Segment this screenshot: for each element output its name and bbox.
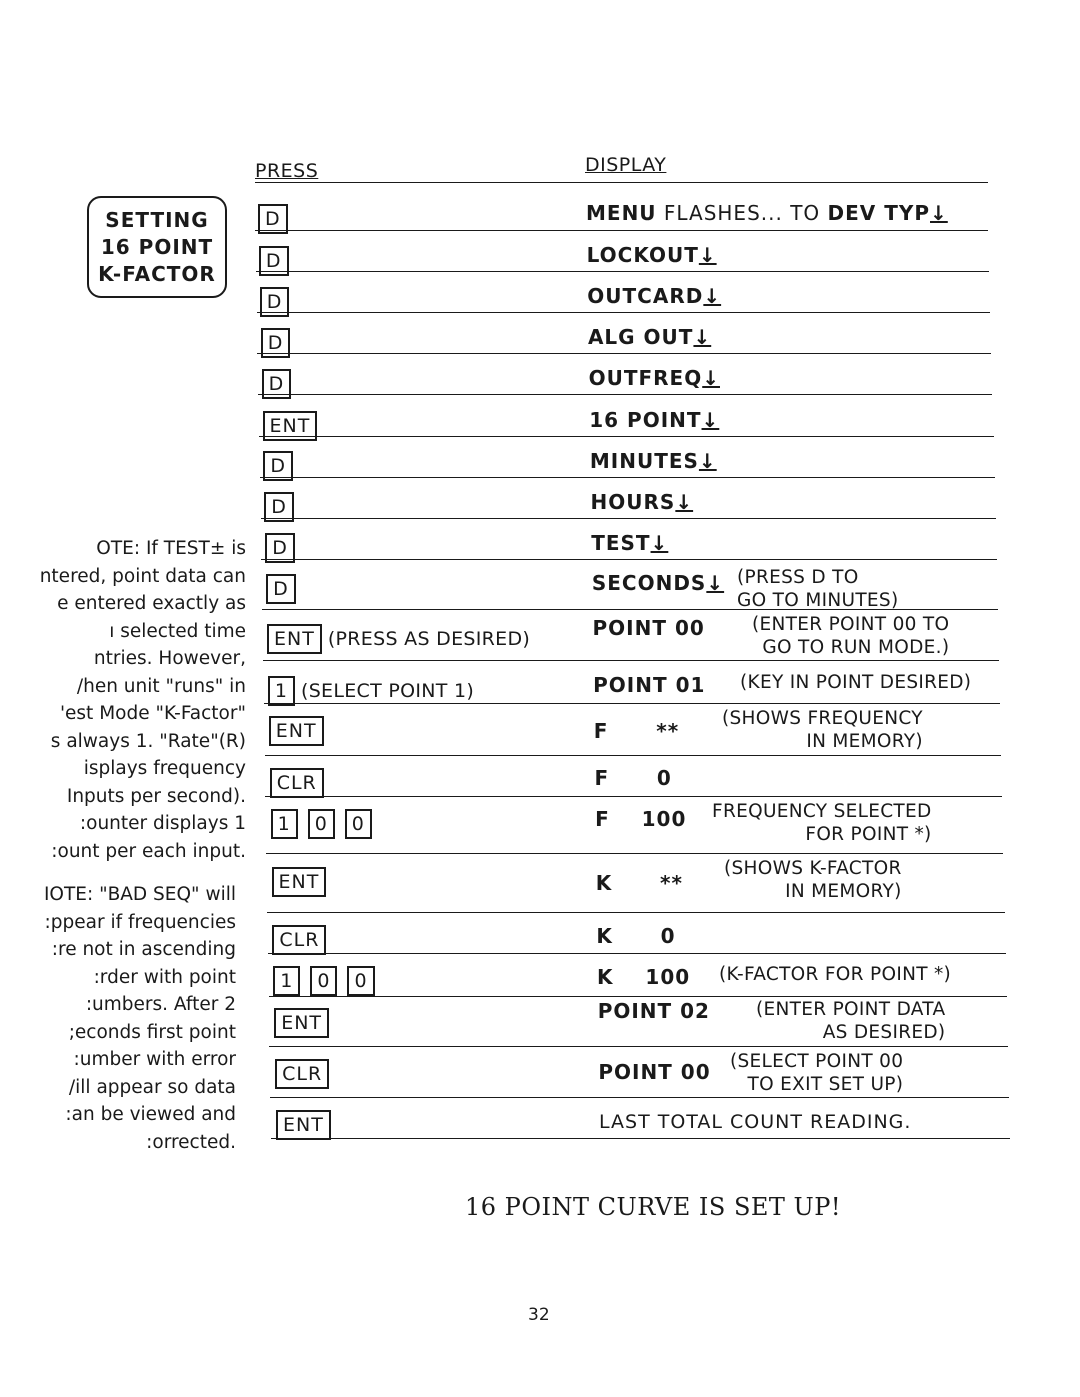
comment-line: (SHOWS FREQUENCY: [722, 708, 923, 729]
row-rule: [257, 353, 991, 354]
key-d: D: [262, 369, 292, 399]
row-rule: [263, 660, 999, 661]
display-value: K **: [595, 871, 683, 895]
display-text: [587, 284, 721, 308]
display-text: [597, 965, 690, 989]
display-text: [599, 1109, 911, 1133]
row-rule: [261, 559, 996, 560]
press-instruction: (SELECT POINT 1): [300, 680, 475, 702]
display-value: POINT 01: [593, 673, 706, 697]
display-text: [590, 449, 717, 473]
display-text: [594, 719, 679, 743]
row-rule: [271, 1138, 1010, 1139]
display-comment: [740, 671, 971, 694]
down-arrow-icon: ↓: [675, 490, 694, 514]
display-value: OUTCARD: [587, 284, 704, 308]
row-rule: [264, 703, 1000, 704]
display-text: [598, 1060, 710, 1084]
display-text: [593, 616, 705, 640]
key-clr: CLR: [275, 1059, 329, 1089]
display-comment: [756, 998, 945, 1044]
key-1: 1: [271, 809, 298, 839]
display-value: ALG OUT: [587, 325, 694, 349]
display-tail: DEV TYP: [827, 201, 931, 225]
row-rule: [267, 912, 1005, 913]
display-value: K 100: [597, 965, 691, 989]
comment-line: (ENTER POINT 00 TO: [752, 614, 950, 635]
press-cell: [268, 676, 474, 706]
press-cell: [274, 1008, 343, 1038]
row-rule: [268, 953, 1006, 954]
key-d: D: [266, 574, 296, 604]
key-clr: CLR: [270, 768, 324, 798]
press-cell: [271, 809, 382, 839]
display-text: [592, 571, 724, 595]
press-cell: [273, 966, 384, 996]
key-ent: ENT: [269, 716, 324, 746]
key-ent: ENT: [272, 867, 327, 897]
row-rule: [265, 796, 1002, 797]
display-value: OUTFREQ: [588, 366, 703, 390]
page-number: 32: [528, 1305, 550, 1325]
press-cell: [275, 1059, 343, 1089]
down-arrow-icon: ↓: [698, 243, 717, 267]
display-value: POINT 02: [597, 999, 710, 1023]
down-arrow-icon: ↓: [706, 571, 725, 595]
press-cell: [276, 1110, 345, 1140]
comment-line: FOR POINT *): [805, 824, 932, 845]
side-note-bad-seq: IOTE: "BAD SEQ" will :ppear if frequencies :re not in ascending :rder with point :umbers. After 2 ;econds first point :umber with error /ill appear so data :an be viewed and :orrected.: [43, 884, 236, 1153]
down-arrow-icon: ↓: [701, 408, 720, 432]
display-value: F **: [593, 719, 680, 743]
completion-title: 16 POINT CURVE IS SET UP!: [465, 1193, 842, 1221]
display-value: LOCKOUT: [586, 243, 699, 267]
down-arrow-icon: ↓: [703, 284, 722, 308]
comment-line: AS DESIRED): [822, 1022, 946, 1043]
row-rule: [258, 394, 992, 395]
display-text: [598, 999, 710, 1023]
display-extra: FLASHES... TO: [656, 201, 828, 225]
press-cell: [272, 867, 341, 897]
comment-line: TO EXIT SET UP): [747, 1074, 904, 1095]
key-d: D: [263, 451, 293, 481]
row-rule: [257, 312, 991, 313]
key-0: 0: [308, 809, 335, 839]
display-value: HOURS: [590, 490, 676, 514]
header-rule: [255, 182, 988, 183]
display-text: [596, 871, 683, 895]
display-text: [591, 490, 694, 514]
comment-line: (SELECT POINT 00: [730, 1051, 904, 1072]
key-ent: ENT: [276, 1110, 331, 1140]
setting-box: [87, 196, 227, 298]
row-rule: [259, 436, 994, 437]
row-rule: [266, 853, 1003, 854]
key-d: D: [259, 246, 289, 276]
display-value: F 0: [594, 766, 672, 790]
comment-line: IN MEMORY): [806, 731, 923, 752]
key-0: 0: [347, 966, 374, 996]
comment-line: (SHOWS K-FACTOR: [724, 858, 902, 879]
display-text: [595, 807, 686, 831]
key-0: 0: [310, 966, 337, 996]
comment-line: (KEY IN POINT DESIRED): [740, 672, 972, 693]
display-comment: [730, 1050, 903, 1096]
display-text: [586, 201, 948, 225]
display-value: LAST TOTAL COUNT READING.: [599, 1111, 912, 1133]
comment-line: (ENTER POINT DATA: [756, 999, 946, 1020]
key-ent: ENT: [274, 1008, 329, 1038]
key-0: 0: [345, 809, 372, 839]
press-instruction: (PRESS AS DESIRED): [327, 628, 531, 650]
press-cell: [270, 768, 338, 798]
row-rule: [265, 755, 1002, 756]
setting-line-3: K-FACTOR: [98, 262, 216, 286]
display-comment: [712, 800, 932, 846]
display-text: [593, 673, 705, 697]
row-rule: [260, 477, 995, 478]
display-comment: [724, 857, 902, 903]
display-comment: [722, 707, 923, 753]
comment-line: (PRESS D TO: [737, 567, 859, 588]
setting-line-2: 16 POINT: [100, 235, 214, 259]
down-arrow-icon: ↓: [693, 325, 712, 349]
row-rule: [261, 518, 996, 519]
row-rule: [269, 996, 1007, 997]
display-comment: [719, 963, 951, 986]
comment-line: (K-FACTOR FOR POINT *): [719, 964, 952, 985]
key-ent: ENT: [263, 411, 318, 441]
display-text: [594, 766, 671, 790]
key-1: 1: [268, 676, 295, 706]
display-value: TEST: [591, 531, 651, 555]
key-d: D: [261, 328, 291, 358]
side-note-test: OTE: If TEST± is ntered, point data can e entered exactly as ı selected time ntries. However, /hen unit "runs" in 'est Mode "K-Factor" s always 1. "Rate"(R) isplays frequency Inputs per second). :ounter displays 1 :ount per each input.: [39, 538, 246, 862]
display-value: 16 POINT: [589, 408, 702, 432]
display-text: [596, 924, 675, 948]
comment-line: GO TO MINUTES): [737, 590, 899, 611]
key-ent: ENT: [267, 624, 322, 654]
display-comment: [752, 613, 949, 659]
row-rule: [262, 609, 998, 610]
row-rule: [255, 230, 988, 231]
display-text: [587, 243, 717, 267]
down-arrow-icon: ↓: [698, 449, 717, 473]
display-text: [589, 366, 720, 390]
press-header: PRESS: [255, 160, 319, 182]
row-rule: [256, 271, 989, 272]
press-cell: [266, 574, 310, 604]
display-value: POINT 00: [592, 616, 705, 640]
key-1: 1: [273, 966, 300, 996]
key-d: D: [260, 287, 290, 317]
comment-line: FREQUENCY SELECTED: [712, 801, 932, 822]
setting-line-1: SETTING: [105, 208, 209, 232]
press-cell: [272, 925, 340, 955]
row-rule: [269, 1046, 1007, 1047]
key-d: D: [258, 204, 288, 234]
display-text: [591, 531, 668, 555]
key-clr: CLR: [272, 925, 326, 955]
display-text: [589, 408, 719, 432]
press-cell: [269, 716, 338, 746]
comment-line: GO TO RUN MODE.): [762, 637, 950, 658]
down-arrow-icon: ↓: [930, 201, 948, 225]
display-comment: [737, 566, 898, 612]
display-text: [588, 325, 711, 349]
down-arrow-icon: ↓: [650, 531, 669, 555]
display-value: POINT 00: [598, 1060, 711, 1084]
comment-line: IN MEMORY): [785, 881, 902, 902]
display-value: F 100: [595, 807, 687, 831]
display-value: K 0: [596, 924, 676, 948]
row-rule: [270, 1097, 1009, 1098]
display-header: DISPLAY: [585, 154, 667, 176]
key-d: D: [264, 492, 294, 522]
display-value: MENU: [586, 201, 657, 225]
down-arrow-icon: ↓: [702, 366, 720, 390]
display-value: SECONDS: [591, 571, 707, 595]
display-value: MINUTES: [589, 449, 699, 473]
press-cell: [267, 624, 530, 654]
key-d: D: [265, 533, 295, 563]
